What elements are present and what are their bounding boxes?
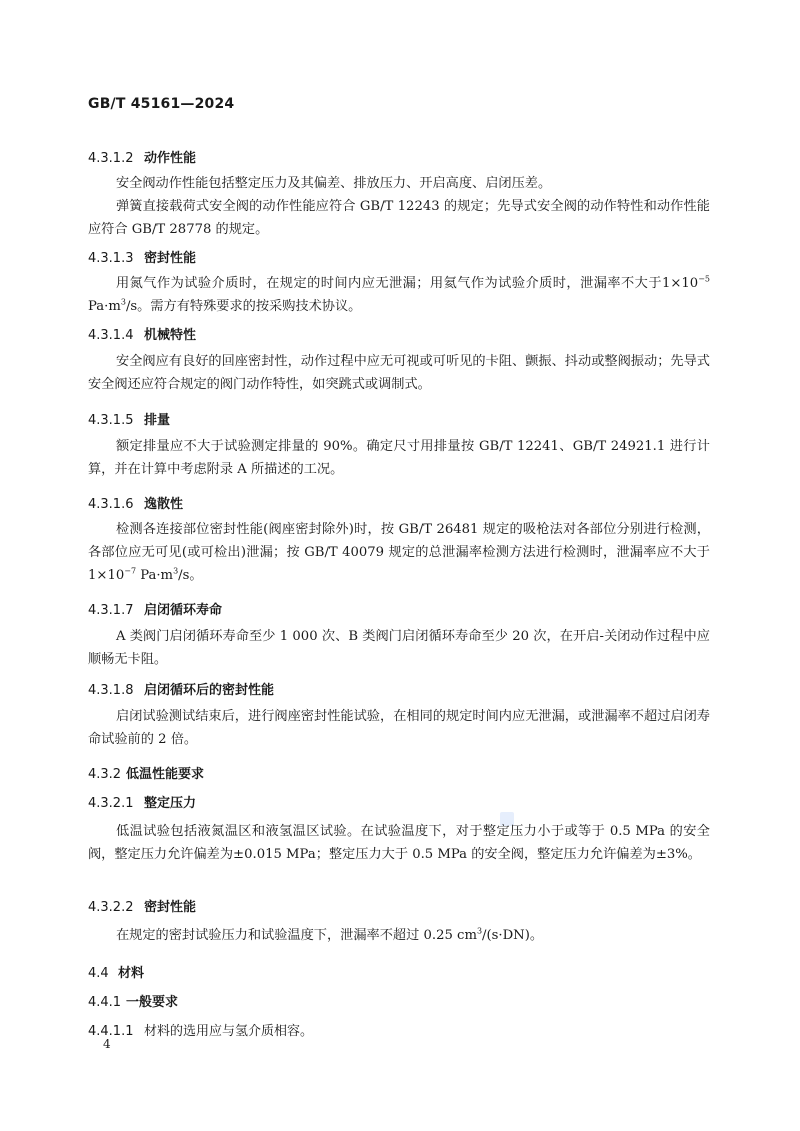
section-title: 启闭循环后的密封性能 bbox=[144, 683, 275, 698]
section-heading bbox=[88, 763, 204, 782]
section-number: 4.3.2.2 bbox=[88, 900, 134, 915]
section-number: 4.3.1.7 bbox=[88, 603, 134, 618]
section-number: 4.4.1.1 bbox=[88, 1024, 134, 1039]
section-heading bbox=[88, 792, 196, 811]
section-inline-text: 材料的选用应与氢介质相容。 bbox=[144, 1024, 314, 1039]
page-number: 4 bbox=[103, 1037, 111, 1051]
section-heading bbox=[88, 147, 196, 166]
section-number: 4.4.1 bbox=[88, 995, 122, 1010]
section-title: 密封性能 bbox=[144, 251, 197, 266]
paragraph: 安全阀应有良好的回座密封性，动作过程中应无可视或可听见的卡阻、颤振、抖动或整阀振动；先导式安全阀还应符合规定的阀门动作特性，如突跳式或调制式。 bbox=[88, 354, 710, 392]
section-title: 机械特性 bbox=[144, 328, 197, 343]
paragraph: 启闭试验测试结束后，进行阀座密封性能试验，在相同的规定时间内应无泄漏，或泄漏率不超过启闭寿命试验前的 2 倍。 bbox=[88, 709, 710, 747]
section-heading bbox=[88, 324, 196, 343]
standard-code: GB/T 45161—2024 bbox=[88, 96, 235, 112]
section-number: 4.3.1.5 bbox=[88, 413, 134, 428]
section-title: 排量 bbox=[144, 413, 171, 428]
section-number: 4.3.1.6 bbox=[88, 497, 134, 512]
section-heading bbox=[88, 962, 144, 981]
section-heading bbox=[88, 247, 196, 266]
paragraph: 低温试验包括液氮温区和液氢温区试验。在试验温度下，对于整定压力小于或等于 0.5 MPa 的安全阀，整定压力允许偏差为±0.015 MPa；整定压力大于 0.5 MPa 的安全阀，整定压力允许偏差为±3%。 bbox=[88, 824, 710, 862]
section-heading bbox=[88, 493, 183, 512]
paragraph: 用氮气作为试验介质时，在规定的时间内应无泄漏；用氦气作为试验介质时，泄漏率不大于$1\times 10^{-5}$ $Pa\cdot m^3/s$。需方有特殊要求的按采购技术协议。 bbox=[88, 274, 710, 314]
section-heading bbox=[88, 896, 196, 915]
section-number: 4.4 bbox=[88, 966, 109, 981]
section-number: 4.3.2 bbox=[88, 767, 122, 782]
section-title: 材料 bbox=[118, 966, 145, 981]
section-number: 4.3.1.8 bbox=[88, 683, 134, 698]
section-number: 4.3.1.2 bbox=[88, 151, 134, 166]
section-title: 整定压力 bbox=[144, 796, 197, 811]
paragraph: 弹簧直接载荷式安全阀的动作性能应符合 GB/T 12243 的规定；先导式安全阀的动作特性和动作性能应符合 GB/T 28778 的规定。 bbox=[88, 199, 710, 237]
paragraph: 安全阀动作性能包括整定压力及其偏差、排放压力、开启高度、启闭压差。 bbox=[116, 176, 552, 191]
section-heading bbox=[88, 409, 170, 428]
section-title: 逸散性 bbox=[144, 497, 184, 512]
section-title: 密封性能 bbox=[144, 900, 197, 915]
paragraph: A 类阀门启闭循环寿命至少 1 000 次、B 类阀门启闭循环寿命至少 20 次，在开启-关闭动作过程中应顺畅无卡阻。 bbox=[88, 629, 710, 667]
section-heading bbox=[88, 1020, 313, 1039]
paragraph: 检测各连接部位密封性能(阀座密封除外)时，按 GB/T 26481 规定的吸枪法对各部位分别进行检测，各部位应无可见(或可检出)泄漏；按 GB/T 40079 规定的总泄漏率检测方法进行检测时，泄漏率应不大于 $1\times 10^{-7}$ $Pa\cdot m^3/s$。 bbox=[88, 522, 710, 583]
section-title: 启闭循环寿命 bbox=[144, 603, 223, 618]
paragraph: 额定排量应不大于试验测定排量的 90%。确定尺寸用排量按 GB/T 12241、GB/T 24921.1 进行计算，并在计算中考虑附录 A 所描述的工况。 bbox=[88, 439, 710, 477]
section-title: 低温性能要求 bbox=[126, 767, 205, 782]
section-heading bbox=[88, 679, 274, 698]
section-title: 动作性能 bbox=[144, 151, 197, 166]
section-heading bbox=[88, 991, 178, 1010]
section-number: 4.3.1.3 bbox=[88, 251, 134, 266]
paragraph: 在规定的密封试验压力和试验温度下，泄漏率不超过 0.25 $cm^3/(s\cdot DN)$。 bbox=[116, 926, 544, 943]
section-heading bbox=[88, 599, 222, 618]
section-number: 4.3.2.1 bbox=[88, 796, 134, 811]
section-title: 一般要求 bbox=[126, 995, 179, 1010]
section-number: 4.3.1.4 bbox=[88, 328, 134, 343]
